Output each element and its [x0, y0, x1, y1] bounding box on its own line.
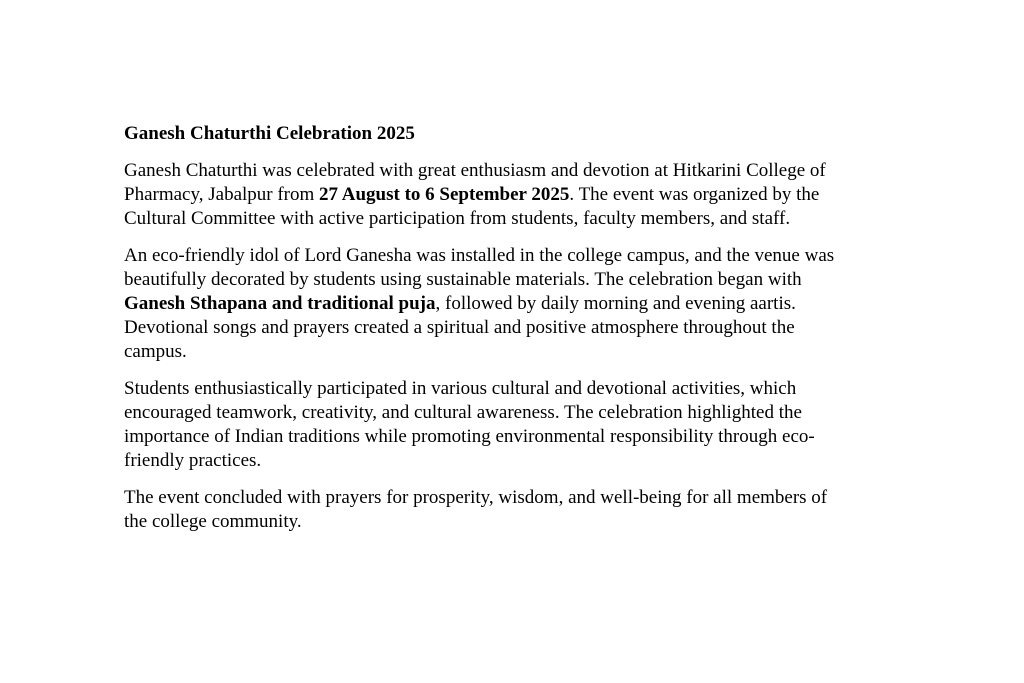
text-run: Students enthusiastically participated in various cultural and devotional activities, which	[124, 378, 797, 399]
text-line	[124, 425, 914, 449]
text-line	[124, 486, 914, 510]
text-line	[124, 183, 914, 207]
text-run: the college community.	[124, 511, 302, 532]
event-dates-bold: 27 August to 6 September 2025	[319, 184, 570, 205]
text-line	[124, 401, 914, 425]
document-title: Ganesh Chaturthi Celebration 2025	[124, 123, 415, 144]
text-line	[124, 510, 914, 534]
text-line	[124, 449, 914, 473]
text-run: The event concluded with prayers for prosperity, wisdom, and well-being for all members of	[124, 487, 828, 508]
text-run: encouraged teamwork, creativity, and cultural awareness. The celebration highlighted the	[124, 402, 802, 423]
text-run: beautifully decorated by students using sustainable materials. The celebration began with	[124, 269, 802, 290]
text-run: importance of Indian traditions while promoting environmental responsibility through eco-	[124, 426, 815, 447]
text-run: friendly practices.	[124, 450, 262, 471]
text-line	[124, 340, 914, 364]
paragraph-idol-installation	[124, 244, 914, 364]
text-run: Cultural Committee with active participation from students, faculty members, and staff.	[124, 208, 791, 229]
paragraph-student-participation	[124, 377, 914, 473]
text-run: Ganesh Chaturthi was celebrated with great enthusiasm and devotion at Hitkarini College of	[124, 160, 826, 181]
text-run: Devotional songs and prayers created a spiritual and positive atmosphere throughout the	[124, 317, 795, 338]
text-line	[124, 292, 914, 316]
paragraph-conclusion	[124, 486, 914, 534]
text-line	[124, 207, 914, 231]
document-page	[124, 122, 914, 547]
ganesh-sthapana-bold: Ganesh Sthapana and traditional puja	[124, 293, 436, 314]
text-run: campus.	[124, 341, 187, 362]
paragraph-event-overview	[124, 159, 914, 231]
text-line	[124, 244, 914, 268]
text-line	[124, 377, 914, 401]
text-run: . The event was organized by the	[569, 184, 820, 205]
text-line	[124, 159, 914, 183]
text-run: An eco-friendly idol of Lord Ganesha was installed in the college campus, and the venue was	[124, 245, 835, 266]
text-run: , followed by daily morning and evening aartis.	[435, 293, 796, 314]
text-line	[124, 268, 914, 292]
text-run: Pharmacy, Jabalpur from	[124, 184, 320, 205]
text-line	[124, 316, 914, 340]
